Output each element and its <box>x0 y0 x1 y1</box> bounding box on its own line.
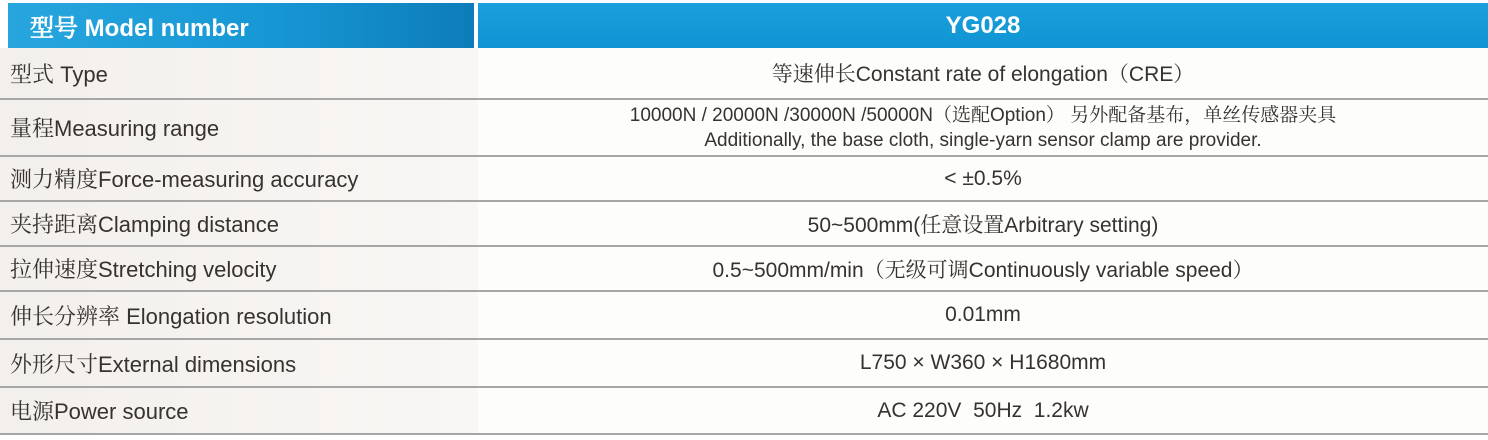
row-value <box>478 100 1488 155</box>
row-value-line1: 10000N / 20000N /30000N /50000N（选配Option） 另外配备基布，单丝传感器夹具 <box>629 104 1337 126</box>
row-value: L750 × W360 × H1680mm <box>478 340 1488 386</box>
table-row-force-accuracy <box>0 157 1488 202</box>
row-label: 外形尺寸External dimensions <box>0 340 478 386</box>
table-row-clamping-distance <box>0 202 1488 247</box>
row-label: 伸长分辨率 Elongation resolution <box>0 292 478 338</box>
row-value: 等速伸长Constant rate of elongation（CRE） <box>478 48 1488 98</box>
table-row-external-dimensions <box>0 340 1488 388</box>
table-body <box>0 48 1488 435</box>
row-value: 0.01mm <box>478 292 1488 338</box>
table-row-type <box>0 48 1488 100</box>
header-model-value: YG028 <box>945 11 1021 39</box>
table-row-measuring-range <box>0 100 1488 157</box>
row-value: 0.5~500mm/min（无级可调Continuously variable speed） <box>478 247 1488 290</box>
row-label: 测力精度Force-measuring accuracy <box>0 157 478 200</box>
row-value: < ±0.5% <box>478 157 1488 200</box>
header-model-number-cell <box>8 3 474 48</box>
row-value: 50~500mm(任意设置Arbitrary setting) <box>478 202 1488 245</box>
row-label: 量程Measuring range <box>0 100 478 155</box>
header-model-value-cell <box>478 3 1488 48</box>
row-value: AC 220V 50Hz 1.2kw <box>478 388 1488 433</box>
row-label: 夹持距离Clamping distance <box>0 202 478 245</box>
row-label: 拉伸速度Stretching velocity <box>0 247 478 290</box>
table-row-elongation-resolution <box>0 292 1488 340</box>
table-row-power-source <box>0 388 1488 435</box>
table-header-row <box>0 3 1488 48</box>
table-row-stretching-velocity <box>0 247 1488 292</box>
row-label: 电源Power source <box>0 388 478 433</box>
row-label: 型式 Type <box>0 48 478 98</box>
row-value-line2: Additionally, the base cloth, single-yarn sensor clamp are provider. <box>704 129 1262 151</box>
header-model-number-label: 型号 Model number <box>30 15 249 42</box>
